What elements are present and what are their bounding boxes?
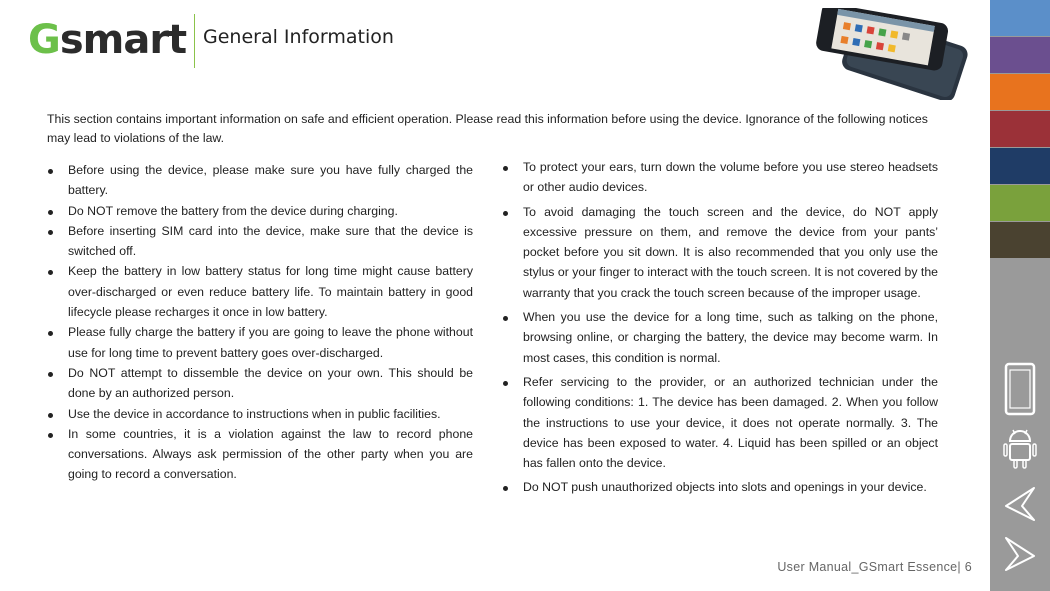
phone-image xyxy=(808,8,968,100)
list-item: In some countries, it is a violation against the law to record phone conversations. Always ask permission of the other party when you are going to record a conversation. xyxy=(47,424,473,485)
right-column xyxy=(502,157,938,502)
back-arrow-icon[interactable] xyxy=(1000,484,1040,524)
bullet-icon xyxy=(503,316,508,321)
bullet-icon xyxy=(48,331,53,336)
header-divider xyxy=(194,14,195,68)
list-item: Do NOT attempt to dissemble the device on your own. This should be done by an authorized person. xyxy=(47,363,473,404)
left-column xyxy=(47,160,473,485)
list-item: Keep the battery in low battery status for long time might cause battery over-discharged or even reduce battery life. To maintain battery in good lifecycle please recharges it once in low battery. xyxy=(47,261,473,322)
list-item: To avoid damaging the touch screen and the device, do NOT apply excessive pressure on them, and remove the device from your pants’ pocket before you sit down. It is also recommended that you only use the stylus or your finger to interact with the touch screen. It is not covered by the warranty that you crack the touch screen because of the improper usage. xyxy=(502,202,938,303)
android-icon[interactable] xyxy=(1000,425,1040,471)
section-tab-purple[interactable] xyxy=(990,37,1050,73)
gsmart-logo xyxy=(28,17,187,63)
section-tab-blue[interactable] xyxy=(990,0,1050,36)
bullet-icon xyxy=(503,211,508,216)
bullet-icon xyxy=(48,270,53,275)
section-tab-navy[interactable] xyxy=(990,148,1050,184)
bullet-icon xyxy=(503,486,508,491)
list-item: Before using the device, please make sure you have fully charged the battery. xyxy=(47,160,473,201)
tablet-icon[interactable] xyxy=(1000,362,1040,418)
right-bullet-list xyxy=(502,157,938,498)
list-item: When you use the device for a long time, such as talking on the phone, browsing online, or charging the battery, the device may become warm. In most cases, this condition is normal. xyxy=(502,307,938,368)
bullet-icon xyxy=(503,166,508,171)
logo-wordmark: Gsmart xyxy=(28,17,187,63)
page-title: General Information xyxy=(203,26,394,48)
bullet-icon xyxy=(48,433,53,438)
list-item: Do NOT push unauthorized objects into slots and openings in your device. xyxy=(502,477,938,497)
list-item: Do NOT remove the battery from the device during charging. xyxy=(47,201,473,221)
forward-arrow-icon[interactable] xyxy=(1000,534,1040,574)
left-bullet-list xyxy=(47,160,473,485)
page-footer: User Manual_GSmart Essence| 6 xyxy=(777,560,972,574)
section-tab-green[interactable] xyxy=(990,185,1050,221)
section-tab-brown[interactable] xyxy=(990,222,1050,258)
bullet-icon xyxy=(48,413,53,418)
list-item: To protect your ears, turn down the volume before you use stereo headsets or other audio devices. xyxy=(502,157,938,198)
list-item: Use the device in accordance to instructions when in public facilities. xyxy=(47,404,473,424)
list-item: Before inserting SIM card into the device, make sure that the device is switched off. xyxy=(47,221,473,262)
list-item: Refer servicing to the provider, or an authorized technician under the following conditions: 1. The device has been damaged. 2. When you follow the instructions to use your device, it does not operate normally. 3. The device has been exposed to water. 4. Liquid has been spilled or an object has fallen onto the device. xyxy=(502,372,938,473)
bullet-icon xyxy=(503,381,508,386)
intro-paragraph: This section contains important information on safe and efficient operation. Please read this information before using the device. Ignorance of the following notices may lead to violations of the law. xyxy=(47,112,928,145)
bullet-icon xyxy=(48,372,53,377)
sidebar xyxy=(990,0,1050,591)
section-tab-orange[interactable] xyxy=(990,74,1050,110)
bullet-icon xyxy=(48,230,53,235)
list-item: Please fully charge the battery if you are going to leave the phone without use for long time to prevent battery goes over-discharged. xyxy=(47,322,473,363)
bullet-icon xyxy=(48,210,53,215)
section-tab-red[interactable] xyxy=(990,111,1050,147)
bullet-icon xyxy=(48,169,53,174)
